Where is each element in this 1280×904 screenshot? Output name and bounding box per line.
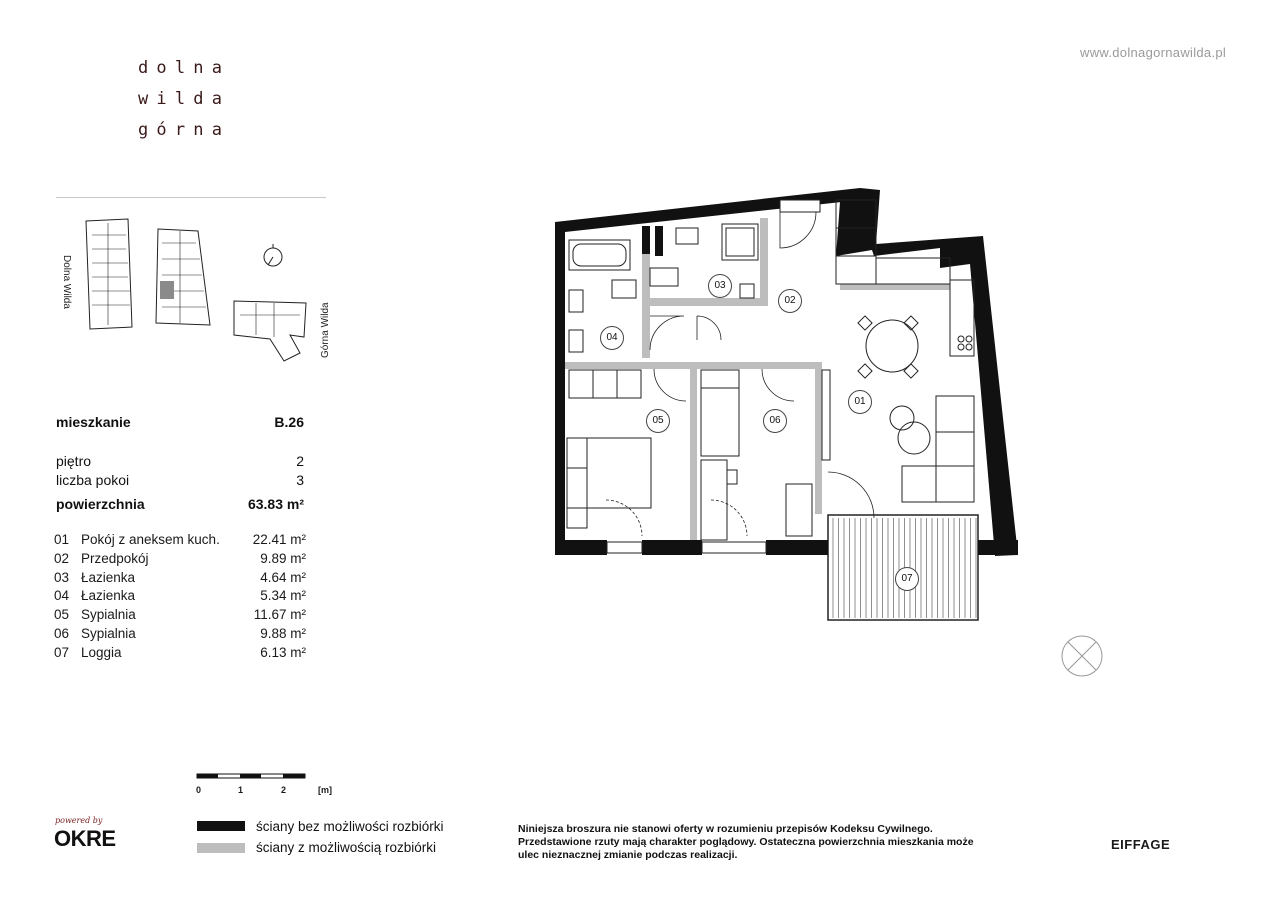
plan-label-06: 06	[763, 409, 787, 433]
room-name: Sypialnia	[81, 607, 136, 622]
room-name: Loggia	[81, 645, 122, 660]
plan-label-07: 07	[895, 567, 919, 591]
room-name: Łazienka	[81, 588, 136, 603]
room-name: Łazienka	[81, 570, 136, 585]
okre-logo: OKRE	[54, 826, 116, 851]
room-num: 01	[54, 532, 70, 547]
room-area: 11.67 m²	[253, 607, 306, 622]
room-area: 4.64 m²	[260, 570, 306, 585]
room-area: 6.13 m²	[260, 645, 306, 660]
room-area: 22.41 m²	[252, 532, 306, 547]
disclaimer-line-2: Przedstawione rzuty mają charakter poglądowy. Ostateczna powierzchnia mieszkania może	[518, 836, 974, 848]
floor-label: piętro	[56, 453, 92, 469]
room-num: 05	[54, 607, 70, 622]
room-name: Przedpokój	[81, 551, 149, 566]
area-label: powierzchnia	[56, 496, 145, 512]
room-name: Pokój z aneksem kuch.	[81, 532, 220, 547]
logo-line-1: dolna	[138, 58, 231, 78]
rooms-count-label: liczba pokoi	[56, 472, 130, 488]
scale-tick-1: 1	[238, 785, 244, 795]
scale-tick-0: 0	[196, 785, 202, 795]
powered-by-label: powered by	[55, 816, 103, 825]
scale-unit: [m]	[318, 785, 332, 795]
floor-value: 2	[296, 453, 304, 469]
room-area: 5.34 m²	[260, 588, 306, 603]
disclaimer-line-3: ulec nieznacznej zmianie podczas realizacji.	[518, 849, 738, 861]
site-label-right: Górna Wilda	[320, 302, 331, 358]
scale-bar	[197, 774, 305, 778]
apartment-value: B.26	[274, 414, 304, 430]
plan-label-04: 04	[600, 326, 624, 350]
room-area: 9.89 m²	[260, 551, 306, 566]
room-num: 04	[54, 588, 70, 603]
removable-walls	[565, 218, 950, 540]
plan-label-05: 05	[646, 409, 670, 433]
room-num: 06	[54, 626, 70, 641]
room-name: Sypialnia	[81, 626, 136, 641]
scale-tick-2: 2	[281, 785, 287, 795]
room-num: 02	[54, 551, 70, 566]
legend-removable-label: ściany z możliwością rozbiórki	[256, 840, 437, 855]
disclaimer-line-1: Niniejsza broszura nie stanowi oferty w rozumieniu przepisów Kodeksu Cywilnego.	[518, 823, 933, 835]
room-num: 03	[54, 570, 70, 585]
disclaimer	[518, 823, 974, 862]
room-area: 9.88 m²	[260, 626, 306, 641]
site-label-left: Dolna Wilda	[61, 255, 72, 309]
apartment-label: mieszkanie	[56, 414, 131, 430]
legend-removable-swatch	[197, 843, 245, 853]
website-link[interactable]: www.dolnagornawilda.pl	[1080, 45, 1227, 60]
room-num: 07	[54, 645, 70, 660]
plan-label-02: 02	[778, 289, 802, 313]
area-value: 63.83 m²	[247, 496, 304, 512]
legend-structural-label: ściany bez możliwości rozbiórki	[256, 819, 444, 834]
plan-label-01: 01	[848, 390, 872, 414]
rooms-count-value: 3	[296, 472, 304, 488]
plan-label-03: 03	[708, 274, 732, 298]
logo-line-2: wilda	[138, 89, 231, 109]
compass-icon	[1062, 636, 1102, 676]
logo-line-3: górna	[138, 120, 231, 140]
brand-eiffage: EIFFAGE	[1111, 837, 1171, 852]
legend-structural-swatch	[197, 821, 245, 831]
